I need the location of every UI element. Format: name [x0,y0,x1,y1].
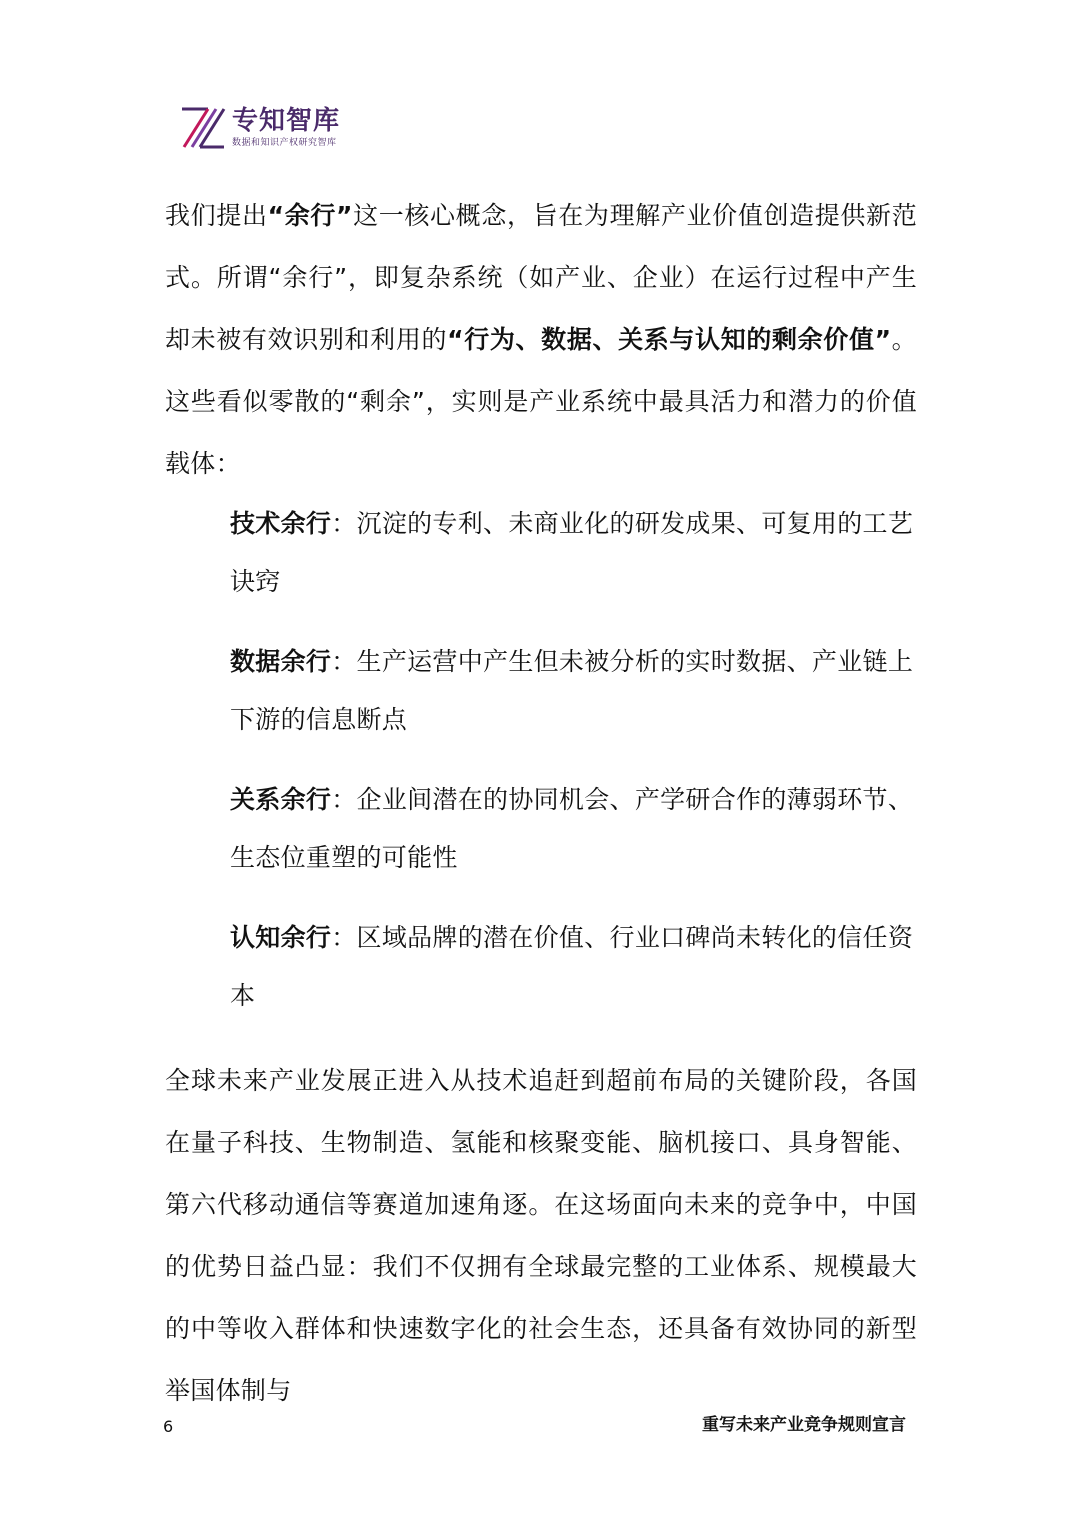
intro-quote-close2: ” [874,325,892,354]
item-colon: ： [331,647,357,676]
logo-mark-icon [178,105,226,151]
intro-paragraph [165,185,917,495]
item-term: 认知余行 [230,923,332,952]
list-item [230,909,917,1025]
intro-part2: 这一核心概念，旨在为理解产业价值创造提供新范式。所谓“余行”，即复杂系统（如产业、企业）在运行过程中产生却未被有效识别和利用的 [165,201,918,354]
list-item [230,495,917,611]
intro-quote-open1: “ [267,201,285,230]
item-term: 数据余行 [230,647,332,676]
item-desc: 沉淀的专利、未商业化的研发成果、可复用的工艺诀窍 [230,509,914,596]
intro-quote-close1: ” [336,201,353,230]
item-colon: ： [331,785,357,814]
intro-part1: 我们提出 [165,201,268,230]
intro-part3: 。这些看似零散的“剩余”，实则是产业系统中最具活力和潜力的价值载体： [165,325,917,478]
item-colon: ： [331,509,357,538]
footer-doc-title: 重写未来产业竞争规则宣言 [702,1415,906,1435]
intro-concept: 余行 [284,201,336,230]
item-desc: 区域品牌的潜在价值、行业口碑尚未转化的信任资本 [230,923,914,1010]
body-paragraph: 全球未来产业发展正进入从技术追赶到超前布局的关键阶段，各国在量子科技、生物制造、氢能和核聚变能、脑机接口、具身智能、第六代移动通信等赛道加速角逐。在这场面向未来的竞争中，中国的优势日益凸显：我们不仅拥有全球最完整的工业体系、规模最大的中等收入群体和快速数字化的社会生态，还具备有效协同的新型举国体制与 [165,1066,917,1405]
item-term: 技术余行 [230,509,332,538]
intro-emphasis: 行为、数据、关系与认知的剩余价值 [463,325,875,354]
list-item [230,633,917,749]
item-desc: 企业间潜在的协同机会、产学研合作的薄弱环节、生态位重塑的可能性 [230,785,914,872]
page-number: 6 [163,1417,174,1436]
list-item [230,771,917,887]
intro-quote-open2: “ [447,325,464,354]
logo-name: 专知智库 [232,106,341,136]
item-term: 关系余行 [230,785,332,814]
item-desc: 生产运营中产生但未被分析的实时数据、产业链上下游的信息断点 [230,647,914,734]
logo [178,105,340,151]
item-colon: ： [331,923,357,952]
logo-tagline: 数据和知识产权研究智库 [232,138,337,148]
